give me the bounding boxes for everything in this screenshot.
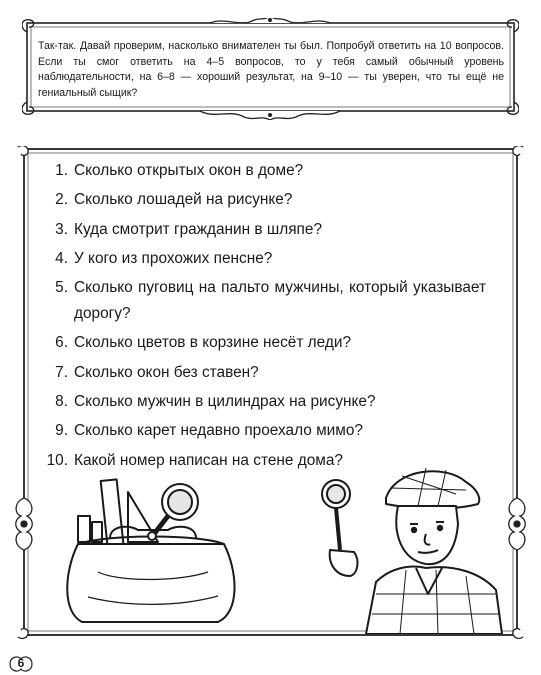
question-item [34,360,486,386]
question-number: 9. [55,422,68,440]
question-number: 5. [55,279,68,297]
question-text: Какой номер написан на стене дома? [74,451,343,469]
question-item [34,418,486,444]
question-text: Сколько пуговиц на пальто мужчины, который указывает дорогу? [74,279,486,323]
question-item [34,275,486,327]
question-list [34,158,486,477]
question-text: Сколько открытых окон в доме? [74,162,304,179]
question-text: Сколько лошадей на рисунке? [74,191,293,209]
page-number: 6 [17,656,25,670]
question-item [34,389,486,415]
question-number: 6. [55,334,68,352]
question-text: Куда смотрит гражданин в шляпе? [74,220,323,238]
question-number: 7. [55,363,68,381]
page-number-badge [6,654,36,674]
question-number: 1. [55,162,68,179]
question-item [34,158,486,184]
question-item [34,217,486,243]
question-number: 3. [55,220,68,238]
question-item [34,187,486,213]
question-item [34,246,486,272]
detective-bag-illustration [58,472,258,632]
question-text: У кого из прохожих пенсне? [74,249,273,267]
question-text: Сколько цветов в корзине несёт леди? [74,334,352,352]
detective-illustration [306,464,506,634]
quiz-frame [14,146,527,640]
question-item [34,330,486,356]
intro-paragraph: Так-так. Давай проверим, насколько внимателен ты был. Попробуй ответить на 10 вопросов. Если ты смог ответить на 4–5 вопросов, то у тебя самый обычный уровень наблюдательности, на 6–8 — хороший результат, на 9–10 — ты уверен, что ты ещё не гениальный сыщик? [38,40,504,99]
question-text: Сколько карет недавно проехало мимо? [74,422,363,440]
intro-frame [22,18,519,120]
question-text: Сколько окон без ставен? [74,363,259,381]
question-number: 10. [46,451,68,469]
question-number: 8. [55,393,68,411]
question-number: 2. [55,191,68,209]
question-text: Сколько мужчин в цилиндрах на рисунке? [74,393,376,411]
question-number: 4. [55,249,68,267]
